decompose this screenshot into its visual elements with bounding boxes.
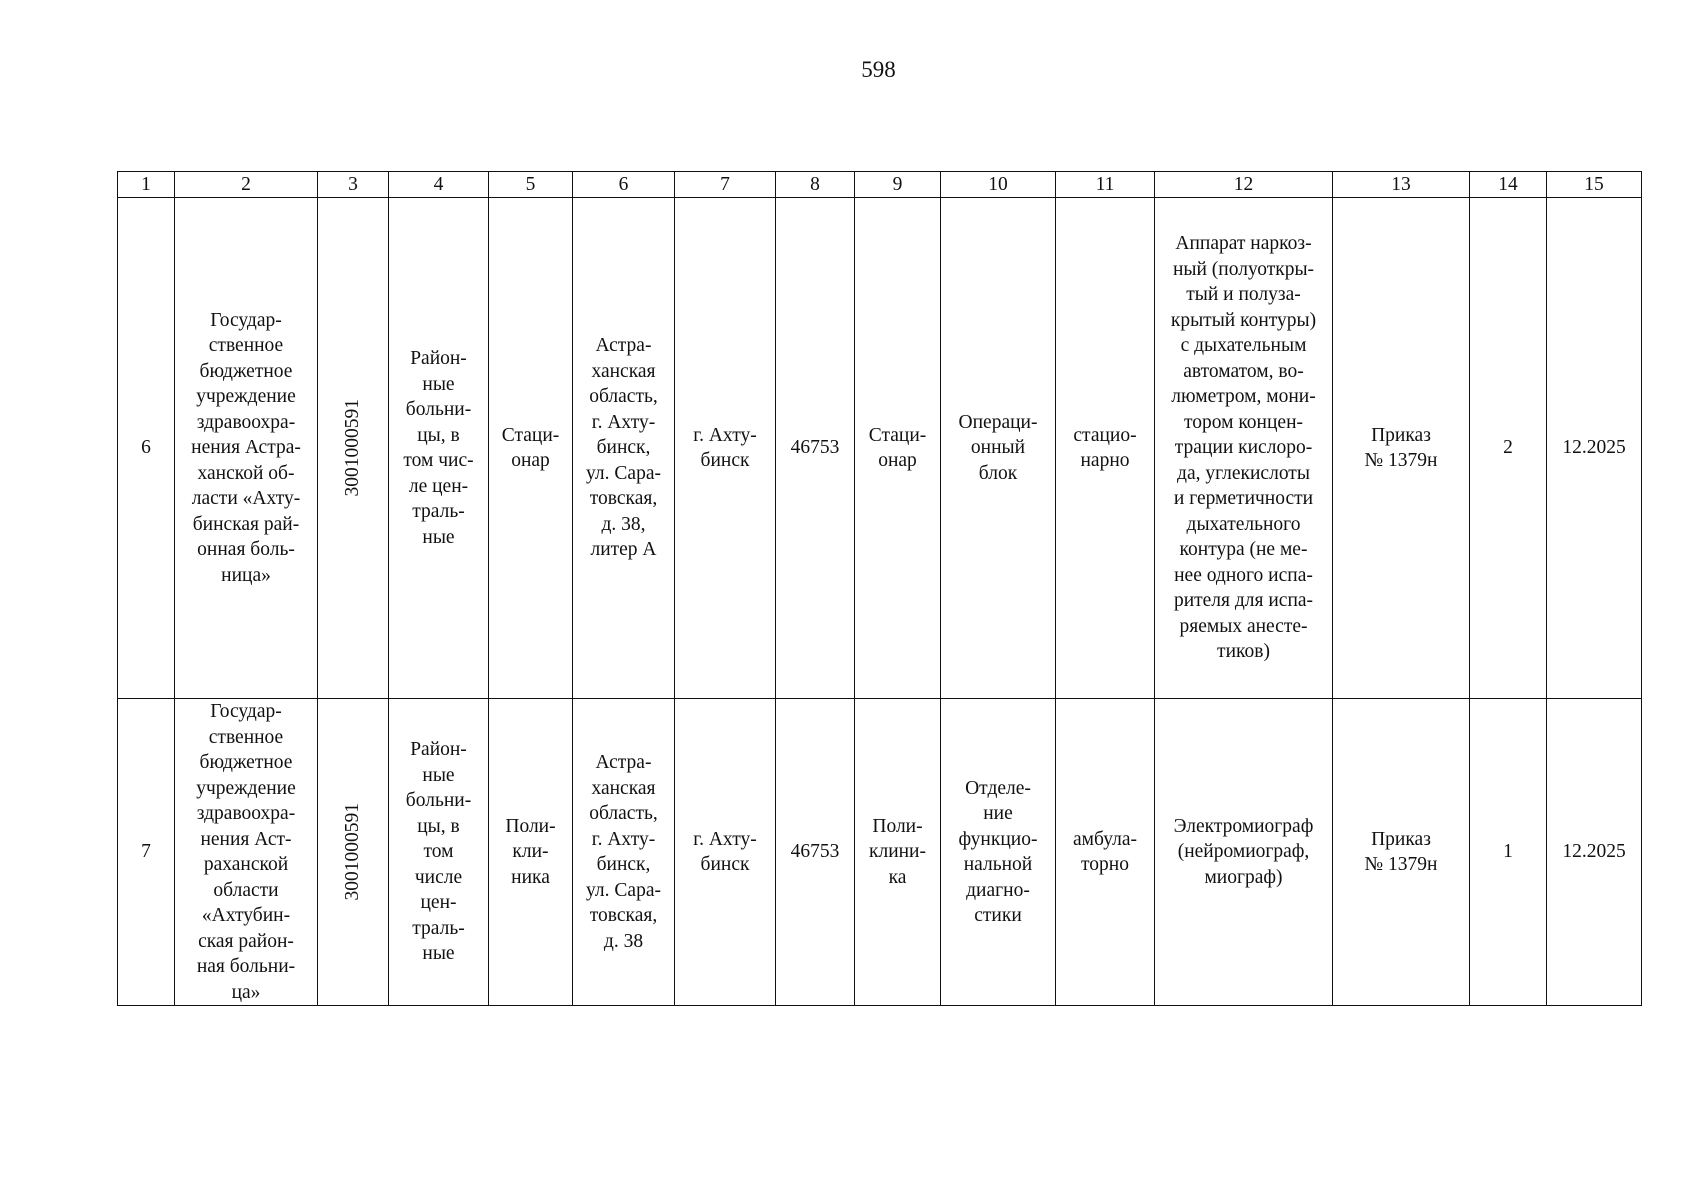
department: Операци- онный блок [958,411,1038,484]
city: г. Ахту- бинск [693,828,757,875]
column-number-cell: 13 [1333,172,1470,198]
column-number-cell: 3 [318,172,389,198]
page-number: 598 [861,57,896,82]
date-cell [1547,198,1642,699]
column-number-cell: 6 [573,172,675,198]
care-form-cell [489,699,573,1006]
row-number-cell [118,198,175,699]
organization-code: 3001000591 [342,399,364,497]
order-reference: Приказ № 1379н [1364,828,1438,875]
unit-type: Стаци- онар [868,424,927,471]
date-cell [1547,699,1642,1006]
care-conditions-cell [1056,198,1155,699]
organization-name: Государ- ственное бюджетное учреждение здравоохра- нения Аст- раханской области «Ахтубин- ская район- ная больни- ца» [196,701,296,1003]
organization-code: 3001000591 [342,803,364,901]
department-cell [941,699,1056,1006]
equipment-name: Электромиограф (нейромиограф, миограф) [1173,815,1314,888]
organization-name: Государ- ственное бюджетное учреждение здравоохра- нения Астра- ханской об- ласти «Ахту- бинская рай- онная боль- ница» [191,309,301,586]
care-form: Поли- кли- ника [505,815,556,888]
care-form: Стаци- онар [501,424,560,471]
unit-type-cell [855,198,941,699]
department: Отделе- ние функцио- нальной диагно- стики [958,777,1038,926]
hospital-type-cell [389,198,489,699]
hospital-type-cell [389,699,489,1006]
address-cell [573,699,675,1006]
quantity: 1 [1503,841,1513,863]
oktmo-cell [776,699,855,1006]
unit-type-cell [855,699,941,1006]
delivery-date: 12.2025 [1562,437,1626,459]
column-number-cell: 15 [1547,172,1642,198]
row-number: 7 [141,841,151,863]
hospital-type: Район- ные больни- цы, в том чис- ле цен- траль- ные [403,348,474,548]
city-cell [675,699,776,1006]
order-cell [1333,699,1470,1006]
column-number-cell: 10 [941,172,1056,198]
order-cell [1333,198,1470,699]
address: Астра- ханская область, г. Ахту- бинск, ул. Сара- товская, д. 38, литер А [586,335,661,561]
equipment-cell [1155,699,1333,1006]
column-number-cell: 1 [118,172,175,198]
care-conditions-cell [1056,699,1155,1006]
care-conditions: амбула- торно [1073,828,1137,875]
row-number-cell [118,699,175,1006]
column-number-cell: 8 [776,172,855,198]
quantity-cell [1470,699,1547,1006]
care-conditions: стацио- нарно [1073,424,1137,471]
table-row [118,198,1642,699]
organization-cell [175,198,318,699]
row-number: 6 [141,437,151,459]
oktmo-cell [776,198,855,699]
hospital-type: Район- ные больни- цы, в том числе цен- траль- ные [405,739,472,965]
quantity: 2 [1503,437,1513,459]
code-cell [318,198,389,699]
equipment-cell [1155,198,1333,699]
column-number-cell: 7 [675,172,776,198]
column-number-cell: 12 [1155,172,1333,198]
quantity-cell [1470,198,1547,699]
organization-cell [175,699,318,1006]
city: г. Ахту- бинск [693,424,757,471]
order-reference: Приказ № 1379н [1364,424,1438,471]
address-cell [573,198,675,699]
table-row [118,699,1642,1006]
code-cell [318,699,389,1006]
unit-type: Поли- клини- ка [868,815,926,888]
column-number-cell: 5 [489,172,573,198]
oktmo-code: 46753 [790,841,840,863]
column-number-cell: 2 [175,172,318,198]
column-number-row [118,172,1642,198]
equipment-table [117,171,1642,1006]
column-number-cell: 14 [1470,172,1547,198]
column-number-cell: 4 [389,172,489,198]
delivery-date: 12.2025 [1562,841,1626,863]
oktmo-code: 46753 [790,437,840,459]
column-number-cell: 11 [1056,172,1155,198]
column-number-cell: 9 [855,172,941,198]
care-form-cell [489,198,573,699]
city-cell [675,198,776,699]
address: Астра- ханская область, г. Ахту- бинск, ул. Сара- товская, д. 38 [586,752,661,952]
equipment-name: Аппарат наркоз- ный (полуоткры- тый и полуза- крытый контуры) с дыхательным автоматом, во- люметром, мони- тором концен- трации кислоро- да, углекислоты и герметичности дыхательного контура (не ме- нее одного испа- рителя для испа- ряемых анесте- тиков) [1170,233,1317,663]
department-cell [941,198,1056,699]
